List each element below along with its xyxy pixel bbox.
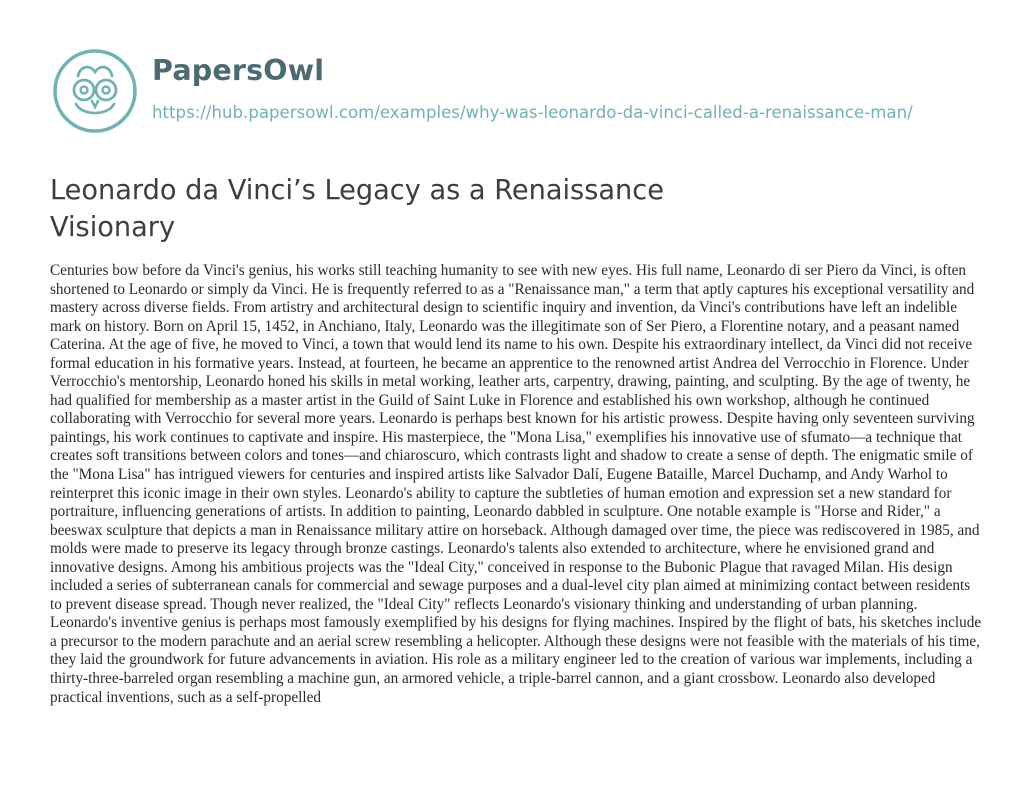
- source-url-link[interactable]: https://hub.papersowl.com/examples/why-was-leonardo-da-vinci-called-a-renaissance-man/: [152, 103, 913, 122]
- brand-header: [50, 46, 1000, 146]
- essay-title: Leonardo da Vinci’s Legacy as a Renaissance Visionary: [50, 175, 664, 243]
- owl-logo-icon[interactable]: [50, 46, 140, 136]
- essay-body: Centuries bow before da Vinci's genius, his works still teaching humanity to see with new eyes. His full name, Leonardo di ser Piero da Vinci, is often shortened to Leonardo or simply da Vinci. He is frequently referred to as a "Renaissance man," a term that aptly captures his exceptional versatility and mastery across diverse fields. From artistry and architectural design to scientific inquiry and invention, da Vinci's contributions have left an indelible mark on history. Born on April 15, 1452, in Anchiano, Italy, Leonardo was the illegitimate son of Ser Piero, a Florentine notary, and a peasant named Caterina. At the age of five, he moved to Vinci, a town that would lend its name to his own. Despite his extraordinary intellect, da Vinci did not receive formal education in his formative years. Instead, at fourteen, he became an apprentice to the renowned artist Andrea del Verrocchio in Florence. Under Verrocchio's mentorship, Leonardo honed his skills in metal working, leather arts, carpentry, drawing, painting, and sculpting. By the age of twenty, he had qualified for membership as a master artist in the Guild of Saint Luke in Florence and established his own workshop, although he continued collaborating with Verrocchio for several more years. Leonardo is perhaps best known for his artistic prowess. Despite having only seventeen surviving paintings, his work continues to captivate and inspire. His masterpiece, the "Mona Lisa," exemplifies his innovative use of sfumato—a technique that creates soft transitions between colors and tones—and chiaroscuro, which contrasts light and shadow to create a sense of depth. The enigmatic smile of the "Mona Lisa" has intrigued viewers for centuries and inspired artists like Salvador Dalí, Eugene Bataille, Marcel Duchamp, and Andy Warhol to reinterpret this iconic image in their own styles. Leonardo's ability to capture the subtleties of human emotion and expression set a new standard for portraiture, influencing generations of artists. In addition to painting, Leonardo dabbled in sculpture. One notable example is "Horse and Rider," a beeswax sculpture that depicts a man in Renaissance military attire on horseback. Although damaged over time, the piece was rediscovered in 1985, and molds were made to preserve its legacy through bronze castings. Leonardo's talents also extended to architecture, where he envisioned grand and innovative designs. Among his ambitious projects was the "Ideal City," conceived in response to the Bubonic Plague that ravaged Milan. His design included a series of subterranean canals for commercial and sewage purposes and a dual-level city plan aimed at minimizing contact between residents to prevent disease spread. Though never realized, the "Ideal City" reflects Leonardo's visionary thinking and understanding of urban planning. Leonardo's inventive genius is perhaps most famously exemplified by his designs for flying machines. Inspired by the flight of bats, his sketches include a precursor to the modern parachute and an aerial screw resembling a helicopter. Although these designs were not feasible with the materials of his time, they laid the groundwork for future advancements in aviation. His role as a military engineer led to the creation of various war implements, including a thirty-three-barreled organ resembling a machine gun, an armored vehicle, a triple-barrel cannon, and a giant crossbow. Leonardo also developed practical inventions, such as a self-propelled: [50, 262, 982, 706]
- brand-name[interactable]: PapersOwl: [152, 54, 325, 87]
